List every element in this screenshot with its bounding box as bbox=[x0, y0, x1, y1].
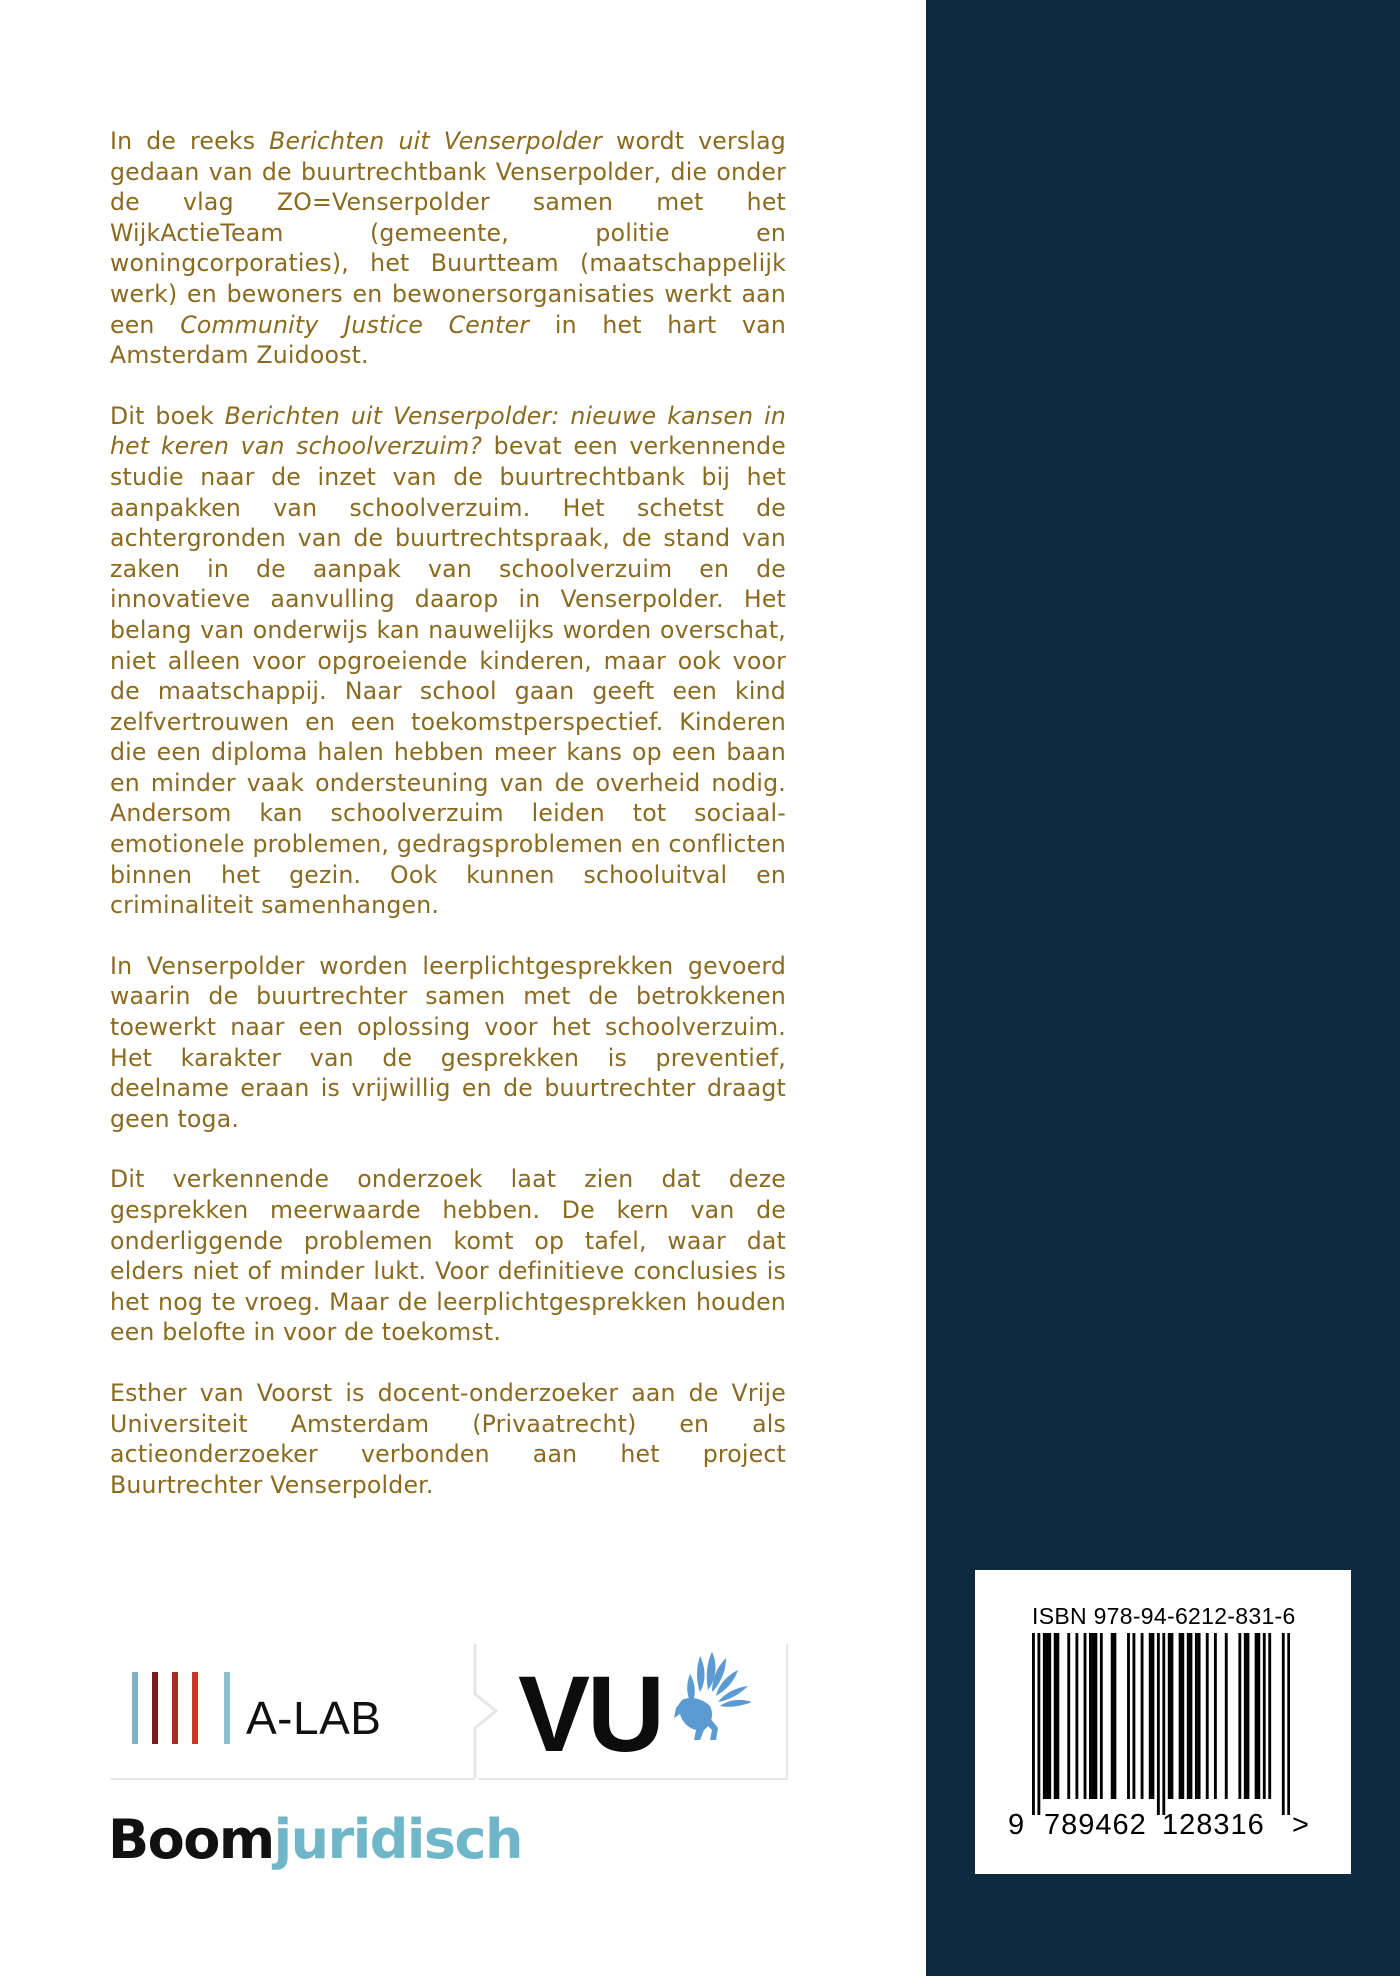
barcode-guard-bar bbox=[1162, 1633, 1165, 1815]
barcode-bar bbox=[1048, 1633, 1051, 1799]
barcode-bar bbox=[1127, 1633, 1130, 1799]
barcode-bar bbox=[1113, 1633, 1116, 1799]
barcode-bar bbox=[1238, 1633, 1241, 1799]
barcode-bar bbox=[1089, 1633, 1092, 1799]
alab-bar-3 bbox=[172, 1672, 178, 1744]
barcode-bar bbox=[1263, 1633, 1266, 1799]
back-cover-blurb bbox=[110, 126, 786, 1530]
barcode-bar bbox=[1247, 1633, 1250, 1799]
barcode-bar bbox=[1195, 1633, 1198, 1799]
barcode-bar bbox=[1100, 1633, 1103, 1799]
barcode-digits-right: 128316 bbox=[1162, 1809, 1265, 1841]
author-bio: Esther van Voorst is docent-onderzoeker aan de Vrije Universiteit Amsterdam (Privaatrecht) en als actieonderzoeker verbonden aan het project Buurtrechter Venserpolder. bbox=[110, 1378, 786, 1499]
alab-logo-text: A-LAB bbox=[246, 1692, 382, 1744]
barcode-digit-first: 9 bbox=[1008, 1809, 1025, 1841]
barcode-bar bbox=[1181, 1633, 1184, 1799]
alab-bar-4 bbox=[192, 1672, 198, 1744]
barcode-bar bbox=[1141, 1633, 1144, 1799]
vu-griffin-icon bbox=[660, 1648, 760, 1748]
barcode-bar bbox=[1268, 1633, 1271, 1799]
barcode-bar bbox=[1067, 1633, 1070, 1799]
barcode-quiet-mark: > bbox=[1292, 1809, 1309, 1841]
barcode-bar bbox=[1111, 1633, 1114, 1799]
barcode-bar bbox=[1214, 1633, 1217, 1799]
barcode-guard-bar bbox=[1287, 1633, 1290, 1815]
blurb-paragraph-1: In de reeks Berichten uit Venserpolder wordt verslag gedaan van de buurtrechtbank Venserpolder, die onder de vlag ZO=Venserpolder samen met het WijkActieTeam (gemeente, politie en woningcorporaties), het Buurtteam (maatschappelijk werk) en bewoners en bewonersorganisaties werkt aan een Community Justice Center in het hart van Amsterdam Zuidoost. bbox=[110, 127, 786, 370]
barcode-guard-bar bbox=[1282, 1633, 1285, 1815]
alab-bar-1 bbox=[132, 1672, 138, 1744]
barcode-bar bbox=[1179, 1633, 1182, 1799]
barcode-bar bbox=[1257, 1633, 1260, 1799]
vu-logo-text: VU bbox=[518, 1653, 663, 1774]
barcode-bar bbox=[1084, 1633, 1087, 1799]
barcode-bar bbox=[1056, 1633, 1059, 1799]
barcode-bar bbox=[1206, 1633, 1209, 1799]
barcode-bar bbox=[1168, 1633, 1171, 1799]
barcode-guard-bar bbox=[1037, 1633, 1040, 1815]
barcode-bar bbox=[1151, 1633, 1154, 1799]
barcode-bar bbox=[1225, 1633, 1228, 1799]
barcode-bar bbox=[1171, 1633, 1174, 1799]
barcode-bar bbox=[1046, 1633, 1049, 1799]
barcode-guard-bar bbox=[1157, 1633, 1160, 1815]
barcode-bar bbox=[1187, 1633, 1190, 1799]
barcode-bar bbox=[1092, 1633, 1095, 1799]
barcode-bar bbox=[1149, 1633, 1152, 1799]
barcode-bar bbox=[1255, 1633, 1258, 1799]
publisher-logo: Boomjuridisch bbox=[108, 1808, 522, 1871]
barcode-digits-left: 789462 bbox=[1044, 1809, 1147, 1841]
barcode-bar bbox=[1043, 1633, 1046, 1799]
ean-barcode bbox=[1032, 1633, 1290, 1815]
barcode-bar bbox=[1244, 1633, 1247, 1799]
barcode-bar bbox=[1190, 1633, 1193, 1799]
alab-bar-5 bbox=[224, 1672, 230, 1744]
barcode-guard-bar bbox=[1032, 1633, 1035, 1815]
blurb-paragraph-3: In Venserpolder worden leerplichtgesprekken gevoerd waarin de buurtrechter samen met de betrokkenen toewerkt naar een oplossing voor het schoolverzuim. Het karakter van de gesprekken is preventief, deelname eraan is vrijwillig en de buurtrechter draagt geen toga. bbox=[110, 951, 786, 1133]
barcode-bar bbox=[1094, 1633, 1097, 1799]
barcode-bar bbox=[1075, 1633, 1078, 1799]
blurb-paragraph-4: Dit verkennende onderzoek laat zien dat deze gesprekken meerwaarde hebben. De kern van de onderliggende problemen komt op tafel, waar dat elders niet of minder lukt. Voor definitieve conclusies is het nog te vroeg. Maar de leerplichtgesprekken houden een belofte in voor de toekomst. bbox=[110, 1165, 786, 1347]
barcode-bar bbox=[1132, 1633, 1135, 1799]
blurb-paragraph-2: Dit boek Berichten uit Venserpolder: nieuwe kansen in het keren van schoolverzuim? bevat een verkennende studie naar de inzet van de buurtrechtbank bij het aanpakken van schoolverzuim. Het schetst de achtergronden van de buurtrechtspraak, de stand van zaken in de aanpak van schoolverzuim en de innovatieve aanvulling daarop in Venserpolder. Het belang van onderwijs kan nauwelijks worden overschat, niet alleen voor opgroeiende kinderen, maar ook voor de maatschappij. Naar school gaan geeft een kind zelfvertrouwen en een toekomstperspectief. Kinderen die een diploma halen hebben meer kans op een baan en minder vaak ondersteuning van de overheid nodig. Andersom kan schoolverzuim leiden tot sociaal-emotionele problemen, gedragsproblemen en conflicten binnen het gezin. Ook kunnen schooluitval en criminaliteit samenhangen. bbox=[110, 401, 787, 920]
barcode-bar bbox=[1054, 1633, 1057, 1799]
isbn-number: ISBN 978-94-6212-831-6 bbox=[1032, 1603, 1296, 1629]
alab-bar-2 bbox=[152, 1672, 158, 1744]
barcode-bar bbox=[1198, 1633, 1201, 1799]
logo-divider-arrow bbox=[472, 1644, 502, 1778]
